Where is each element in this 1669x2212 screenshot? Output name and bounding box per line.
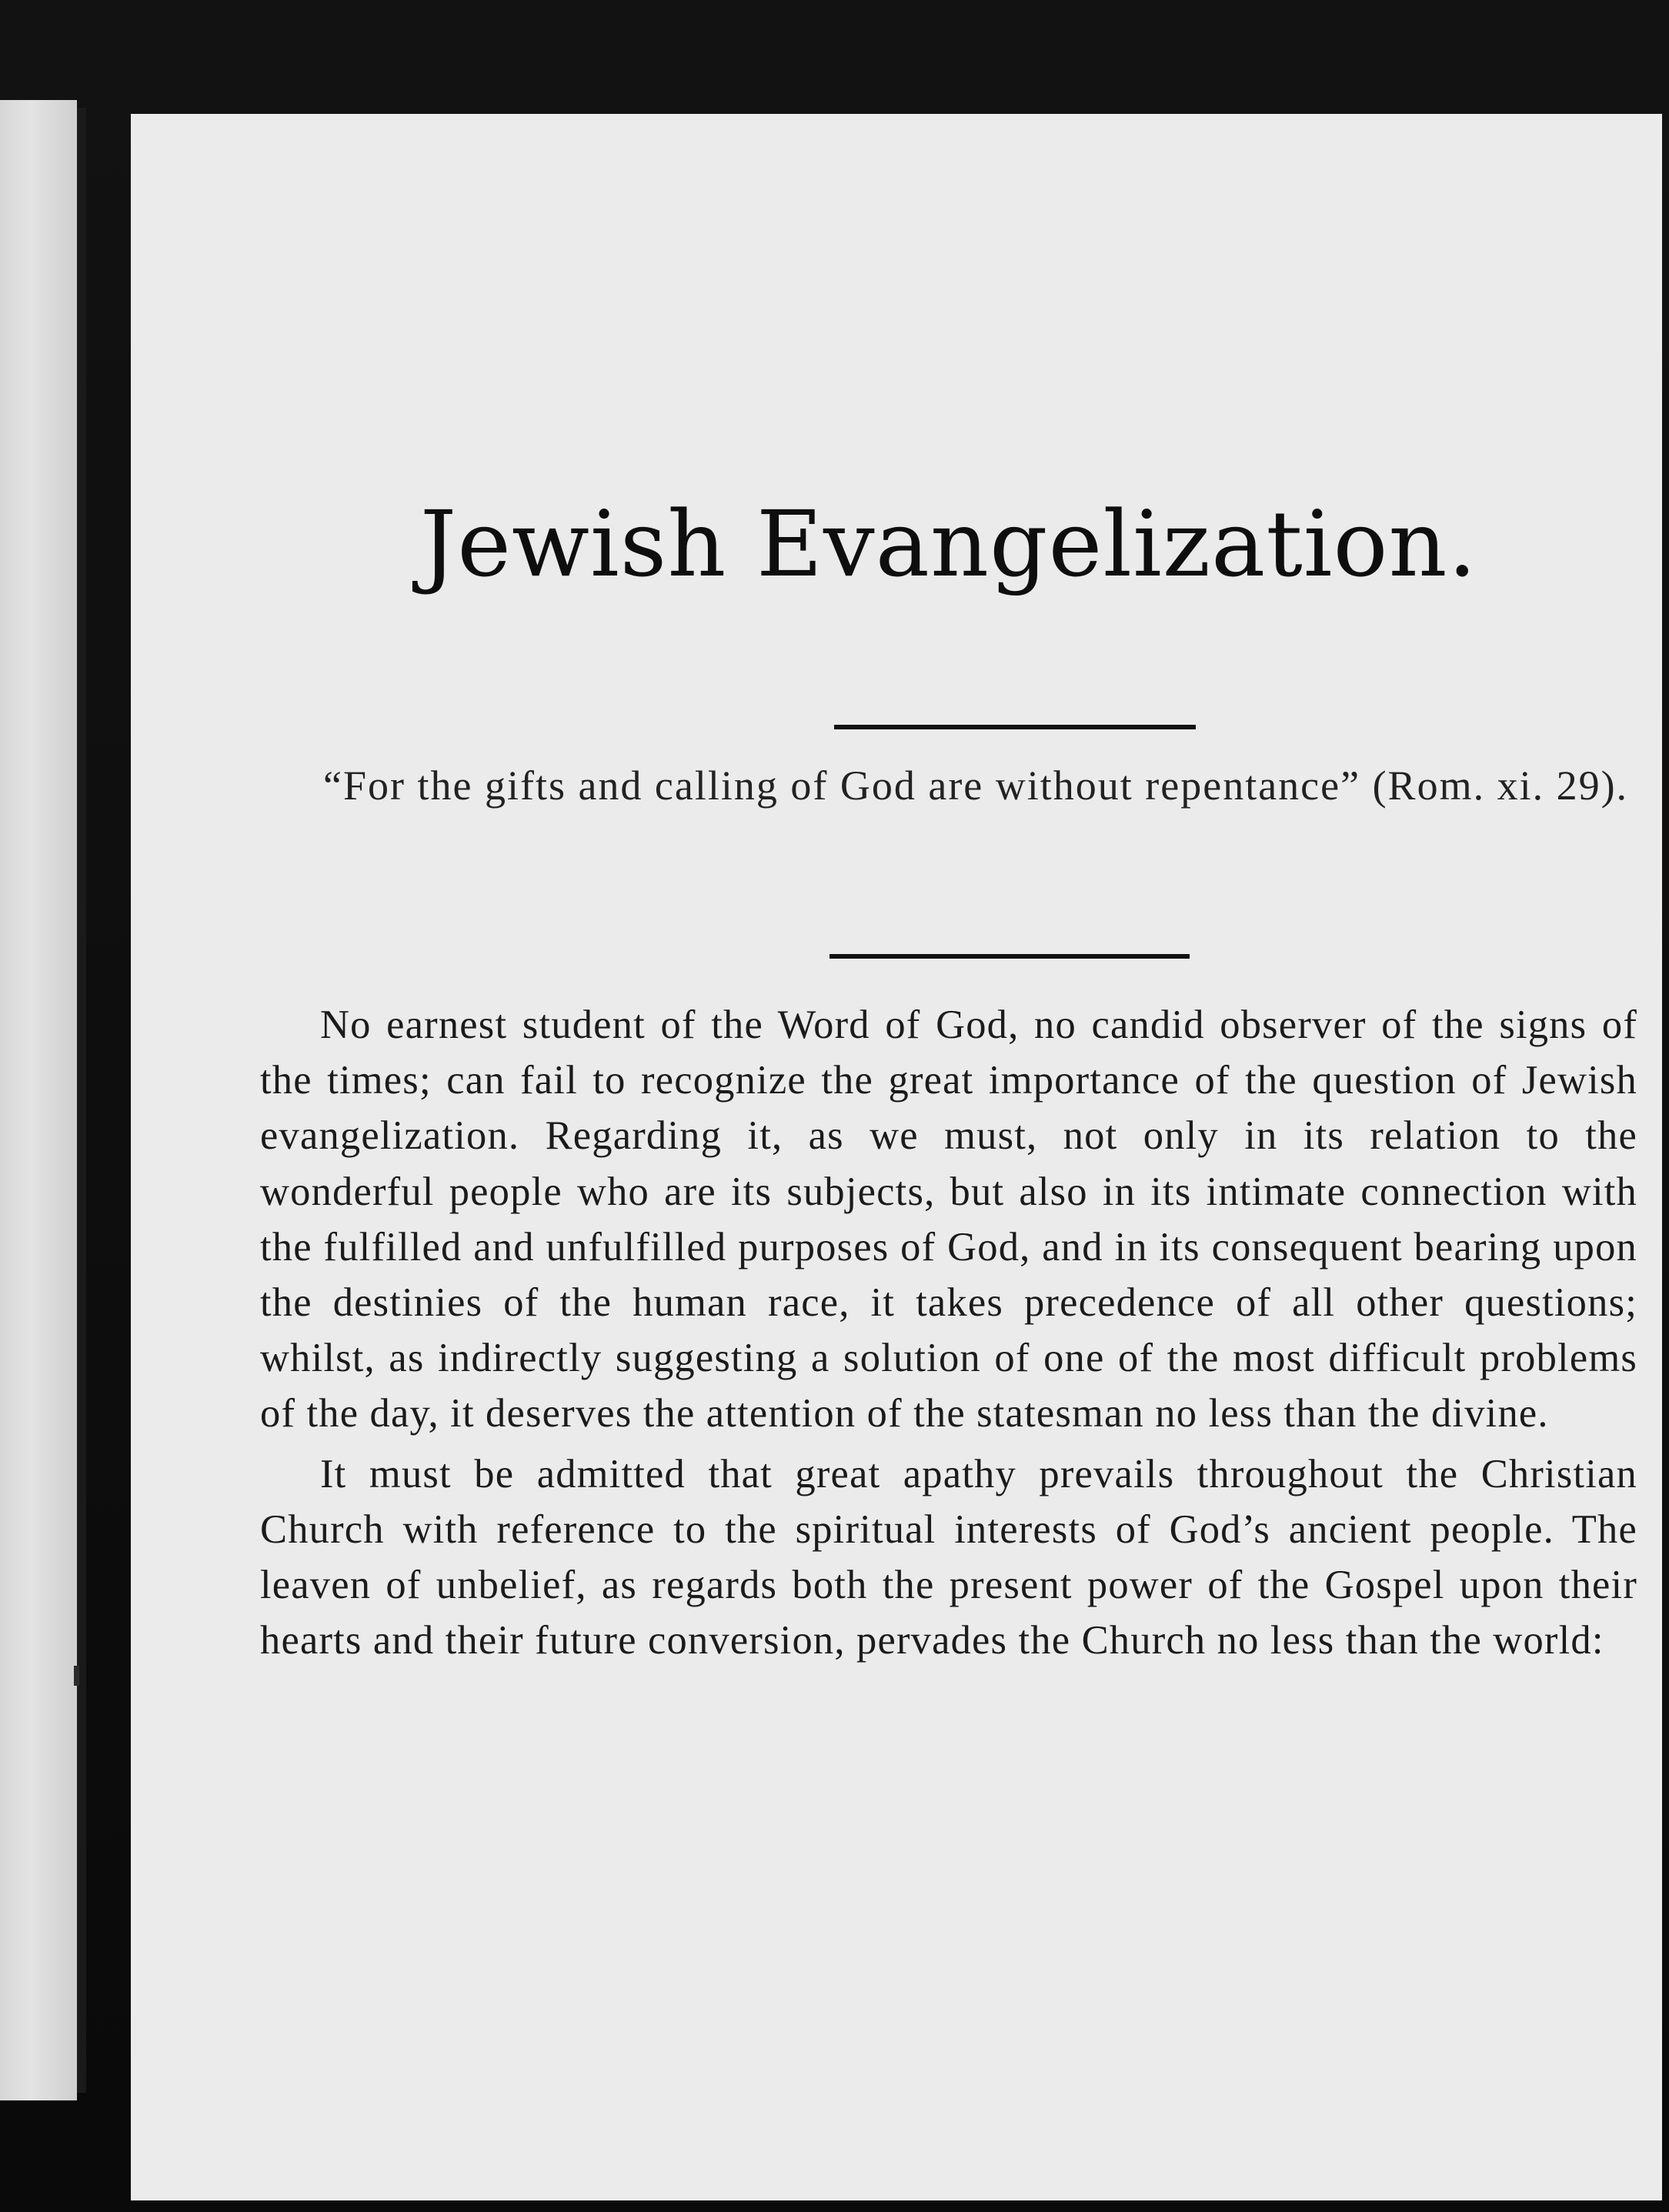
binding-mark xyxy=(74,1666,79,1686)
body-text xyxy=(260,997,1637,1668)
document-title: Jewish Evangelization. xyxy=(419,491,1478,597)
document-page xyxy=(131,114,1662,2200)
title-rule xyxy=(834,725,1196,729)
paragraph-2: It must be admitted that great apathy prevails throughout the Christian Church with reference to the spiritual interests of God’s ancient people. The leaven of unbelief, as regards both the present power of the Gospel upon their hearts and their future conversion, pervades the Church no less than the world: xyxy=(260,1451,1637,1663)
epigraph-quote: “For the gifts and calling of God are without repentance” (Rom. xi. 29). xyxy=(323,762,1629,809)
paragraph-1: No earnest student of the Word of God, no candid observer of the signs of the times; can fail to recognize the great importance of the question of Jewish evangelization. Regarding it, as we must, not only in its relation to the wonderful people who are its subjects, but also in its intimate connection with the fulfilled and unfulfilled purposes of God, and in its consequent bearing upon the destinies of the human race, it takes precedence of all other questions; whilst, as indirectly suggesting a solution of one of the most difficult problems of the day, it deserves the attention of the statesman no less than the divine. xyxy=(260,1003,1637,1436)
previous-page-edge xyxy=(0,100,77,2100)
binding-shadow xyxy=(77,108,86,2093)
epigraph-rule xyxy=(829,954,1190,959)
page-content xyxy=(260,114,1637,2200)
